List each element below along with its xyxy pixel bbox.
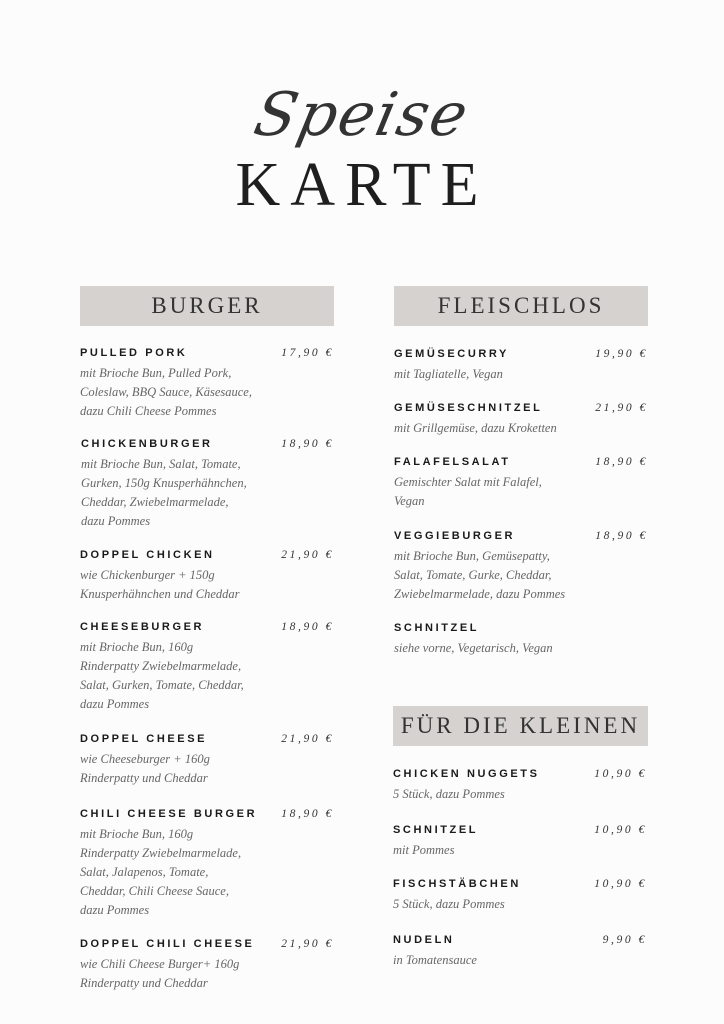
menu-item-doppel-cheese	[80, 732, 334, 788]
item-description: Gemischter Salat mit Falafel, Vegan	[394, 475, 542, 508]
menu-item-chickenburger	[81, 437, 334, 531]
item-name: SCHNITZEL	[393, 824, 479, 836]
menu-item-veggieburger	[394, 529, 648, 604]
item-description: mit Brioche Bun, 160g Rinderpatty Zwiebelmarmelade, Salat, Gurken, Tomate, Cheddar, dazu Pommes	[80, 640, 244, 711]
item-name: PULLED PORK	[80, 347, 188, 359]
section-heading-burger: BURGER	[80, 286, 334, 326]
item-price: 21,90 €	[595, 402, 648, 414]
menu-item-kinder-schnitzel	[393, 823, 647, 860]
item-name: VEGGIEBURGER	[394, 530, 516, 542]
item-price: 21,90 €	[281, 733, 334, 745]
menu-item-doppel-chicken	[80, 548, 334, 604]
item-name: DOPPEL CHEESE	[80, 733, 208, 745]
item-name: DOPPEL CHICKEN	[80, 549, 215, 561]
item-description: wie Chili Cheese Burger+ 160g Rinderpatty und Cheddar	[80, 957, 240, 990]
menu-item-doppel-chili-cheese	[80, 937, 334, 993]
menu-item-gemueseschnitzel	[394, 401, 648, 438]
item-price: 18,90 €	[595, 456, 648, 468]
item-name: NUDELN	[393, 934, 455, 946]
menu-item-falafelsalat	[394, 455, 648, 511]
item-name: GEMÜSECURRY	[394, 348, 509, 360]
item-price: 18,90 €	[281, 438, 334, 450]
item-price: 18,90 €	[595, 530, 648, 542]
menu-item-gemuesecurry	[394, 347, 648, 384]
item-price: 18,90 €	[281, 808, 334, 820]
item-description: mit Grillgemüse, dazu Kroketten	[394, 421, 557, 435]
section-heading-kleinen: FÜR DIE KLEINEN	[393, 706, 648, 746]
item-description: mit Pommes	[393, 843, 455, 857]
menu-item-fischstaebchen	[393, 877, 647, 914]
item-description: mit Brioche Bun, 160g Rinderpatty Zwiebelmarmelade, Salat, Jalapenos, Tomate, Cheddar, Chili Cheese Sauce, dazu Pommes	[80, 827, 242, 917]
item-name: CHILI CHEESE BURGER	[80, 808, 258, 820]
item-description: 5 Stück, dazu Pommes	[393, 897, 505, 911]
title-main: KARTE	[235, 151, 489, 219]
item-name: FISCHSTÄBCHEN	[393, 878, 521, 890]
title-script: Speise	[248, 80, 476, 150]
item-name: FALAFELSALAT	[394, 456, 511, 468]
menu-item-chicken-nuggets	[393, 767, 647, 804]
item-description: wie Cheeseburger + 160g Rinderpatty und Cheddar	[80, 752, 210, 785]
item-price: 17,90 €	[281, 347, 334, 359]
menu-item-chili-cheese-burger	[80, 807, 334, 920]
item-name: GEMÜSESCHNITZEL	[394, 402, 543, 414]
item-price: 21,90 €	[281, 938, 334, 950]
item-name: SCHNITZEL	[394, 622, 480, 634]
item-description: wie Chickenburger + 150g Knusperhähnchen und Cheddar	[80, 568, 240, 601]
item-price: 9,90 €	[602, 934, 647, 946]
item-price: 10,90 €	[594, 878, 647, 890]
item-price: 19,90 €	[595, 348, 648, 360]
item-description: in Tomatensauce	[393, 953, 477, 967]
item-name: CHEESEBURGER	[80, 621, 205, 633]
item-price: 18,90 €	[281, 621, 334, 633]
item-price: 10,90 €	[594, 824, 647, 836]
item-price: 10,90 €	[594, 768, 647, 780]
item-name: CHICKENBURGER	[81, 438, 213, 450]
item-price: 21,90 €	[281, 549, 334, 561]
item-description: 5 Stück, dazu Pommes	[393, 787, 505, 801]
item-description: siehe vorne, Vegetarisch, Vegan	[394, 641, 553, 655]
item-description: mit Brioche Bun, Pulled Pork, Coleslaw, BBQ Sauce, Käsesauce, dazu Chili Cheese Pommes	[80, 366, 252, 418]
item-name: DOPPEL CHILI CHEESE	[80, 938, 255, 950]
section-heading-fleischlos: FLEISCHLOS	[394, 286, 648, 326]
menu-item-schnitzel-vegan	[394, 621, 648, 658]
item-name: CHICKEN NUGGETS	[393, 768, 540, 780]
menu-item-nudeln	[393, 933, 647, 970]
menu-item-cheeseburger	[80, 620, 334, 714]
item-description: mit Brioche Bun, Gemüsepatty, Salat, Tomate, Gurke, Cheddar, Zwiebelmarmelade, dazu Pommes	[394, 549, 566, 601]
menu-item-pulled-pork	[80, 346, 334, 421]
item-description: mit Tagliatelle, Vegan	[394, 367, 503, 381]
item-description: mit Brioche Bun, Salat, Tomate, Gurken, 150g Knusperhähnchen, Cheddar, Zwiebelmarmelade, dazu Pommes	[81, 457, 247, 528]
